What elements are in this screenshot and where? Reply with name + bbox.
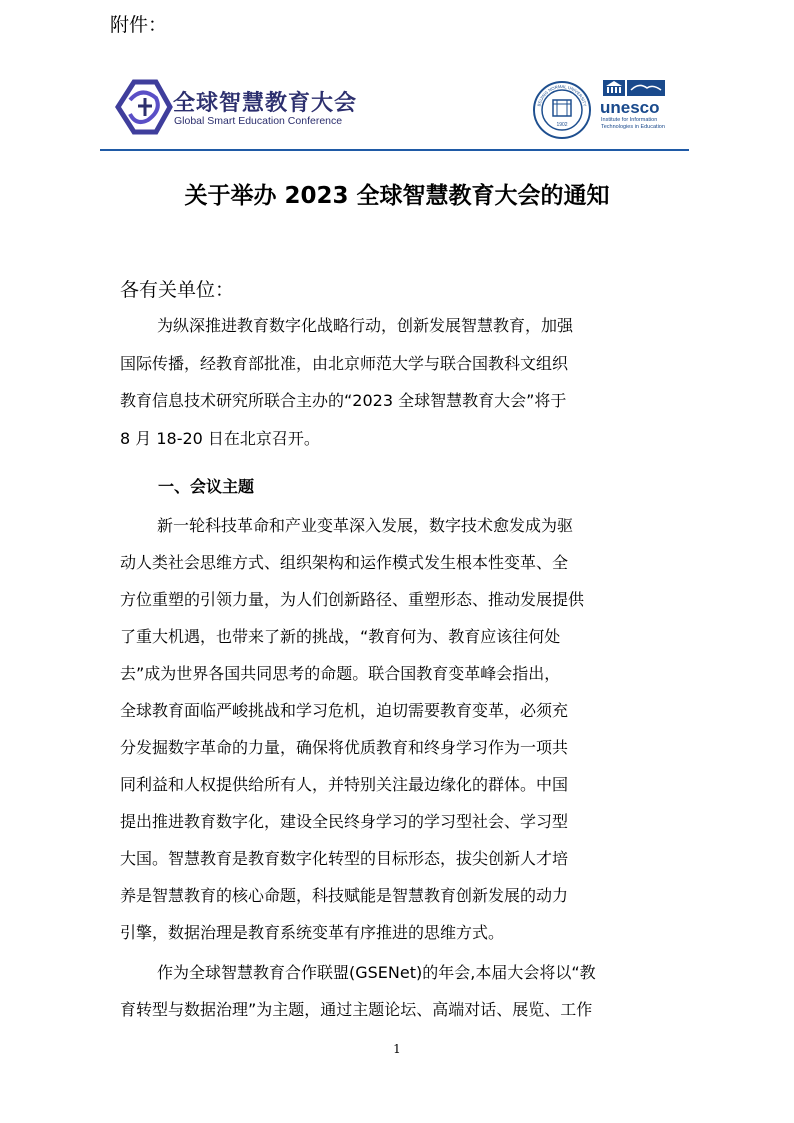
body-line: 国际传播，经教育部批准，由北京师范大学与联合国教科文组织 bbox=[120, 354, 569, 373]
body-line: 动人类社会思维方式、组织架构和运作模式发生根本性变革、全 bbox=[120, 553, 569, 572]
body-line: 教育信息技术研究所联合主办的“2023 全球智慧教育大会”将于 bbox=[120, 391, 567, 410]
body-line: 分发掘数字革命的力量，确保将优质教育和终身学习作为一项共 bbox=[120, 738, 569, 757]
gsec-name-en: Global Smart Education Conference bbox=[174, 115, 343, 127]
body-line: 引擎，数据治理是教育系统变革有序推进的思维方式。 bbox=[120, 923, 505, 942]
body-line: 大国。智慧教育是教育数字化转型的目标形态，拔尖创新人才培 bbox=[120, 849, 569, 868]
attachment-label: 附件： bbox=[110, 14, 168, 36]
body-line: 全球教育面临严峻挑战和学习危机，迫切需要教育变革，必须充 bbox=[120, 701, 569, 720]
body-line: 8 月 18-20 日在北京召开。 bbox=[120, 429, 320, 448]
body-line: 提出推进教育数字化，建设全民终身学习的学习型社会、学习型 bbox=[120, 812, 569, 831]
body-line: 作为全球智慧教育合作联盟(GSENet)的年会,本届大会将以“教 bbox=[157, 963, 596, 982]
body-line: 方位重塑的引领力量，为人们创新路径、重塑形态、推动发展提供 bbox=[120, 590, 585, 609]
header-divider bbox=[100, 149, 689, 151]
body-line: 养是智慧教育的核心命题，科技赋能是智慧教育创新发展的动力 bbox=[120, 886, 569, 905]
page-number: 1 bbox=[393, 1042, 401, 1056]
unesco-subtitle-line: Technologies in Education bbox=[601, 123, 665, 130]
document-title: 关于举办 2023 全球智慧教育大会的通知 bbox=[184, 183, 610, 209]
unesco-wordmark: unesco bbox=[600, 98, 660, 117]
section-heading: 一、会议主题 bbox=[158, 477, 255, 496]
gsec-name-cn: 全球智慧教育大会 bbox=[173, 91, 358, 116]
salutation: 各有关单位： bbox=[120, 279, 235, 301]
body-line: 去”成为世界各国共同思考的命题。联合国教育变革峰会指出， bbox=[120, 664, 561, 683]
body-line: 新一轮科技革命和产业变革深入发展，数字技术愈发成为驱 bbox=[157, 516, 574, 535]
bnu-seal-icon bbox=[532, 80, 592, 140]
body-line: 育转型与数据治理”为主题，通过主题论坛、高端对话、展览、工作 bbox=[120, 1000, 593, 1019]
bnu-seal-text: BEIJING NORMAL UNIVERSITY bbox=[536, 83, 588, 107]
body-line: 同利益和人权提供给所有人，并特别关注最边缘化的群体。中国 bbox=[120, 775, 569, 794]
unesco-subtitle-line: Institute for Information bbox=[601, 117, 658, 123]
body-line: 为纵深推进教育数字化战略行动，创新发展智慧教育，加强 bbox=[157, 316, 574, 335]
body-line: 了重大机遇，也带来了新的挑战，“教育何为、教育应该往何处 bbox=[120, 627, 561, 646]
unesco-subtitle bbox=[601, 117, 681, 130]
bnu-seal-year: 1902 bbox=[556, 122, 568, 128]
